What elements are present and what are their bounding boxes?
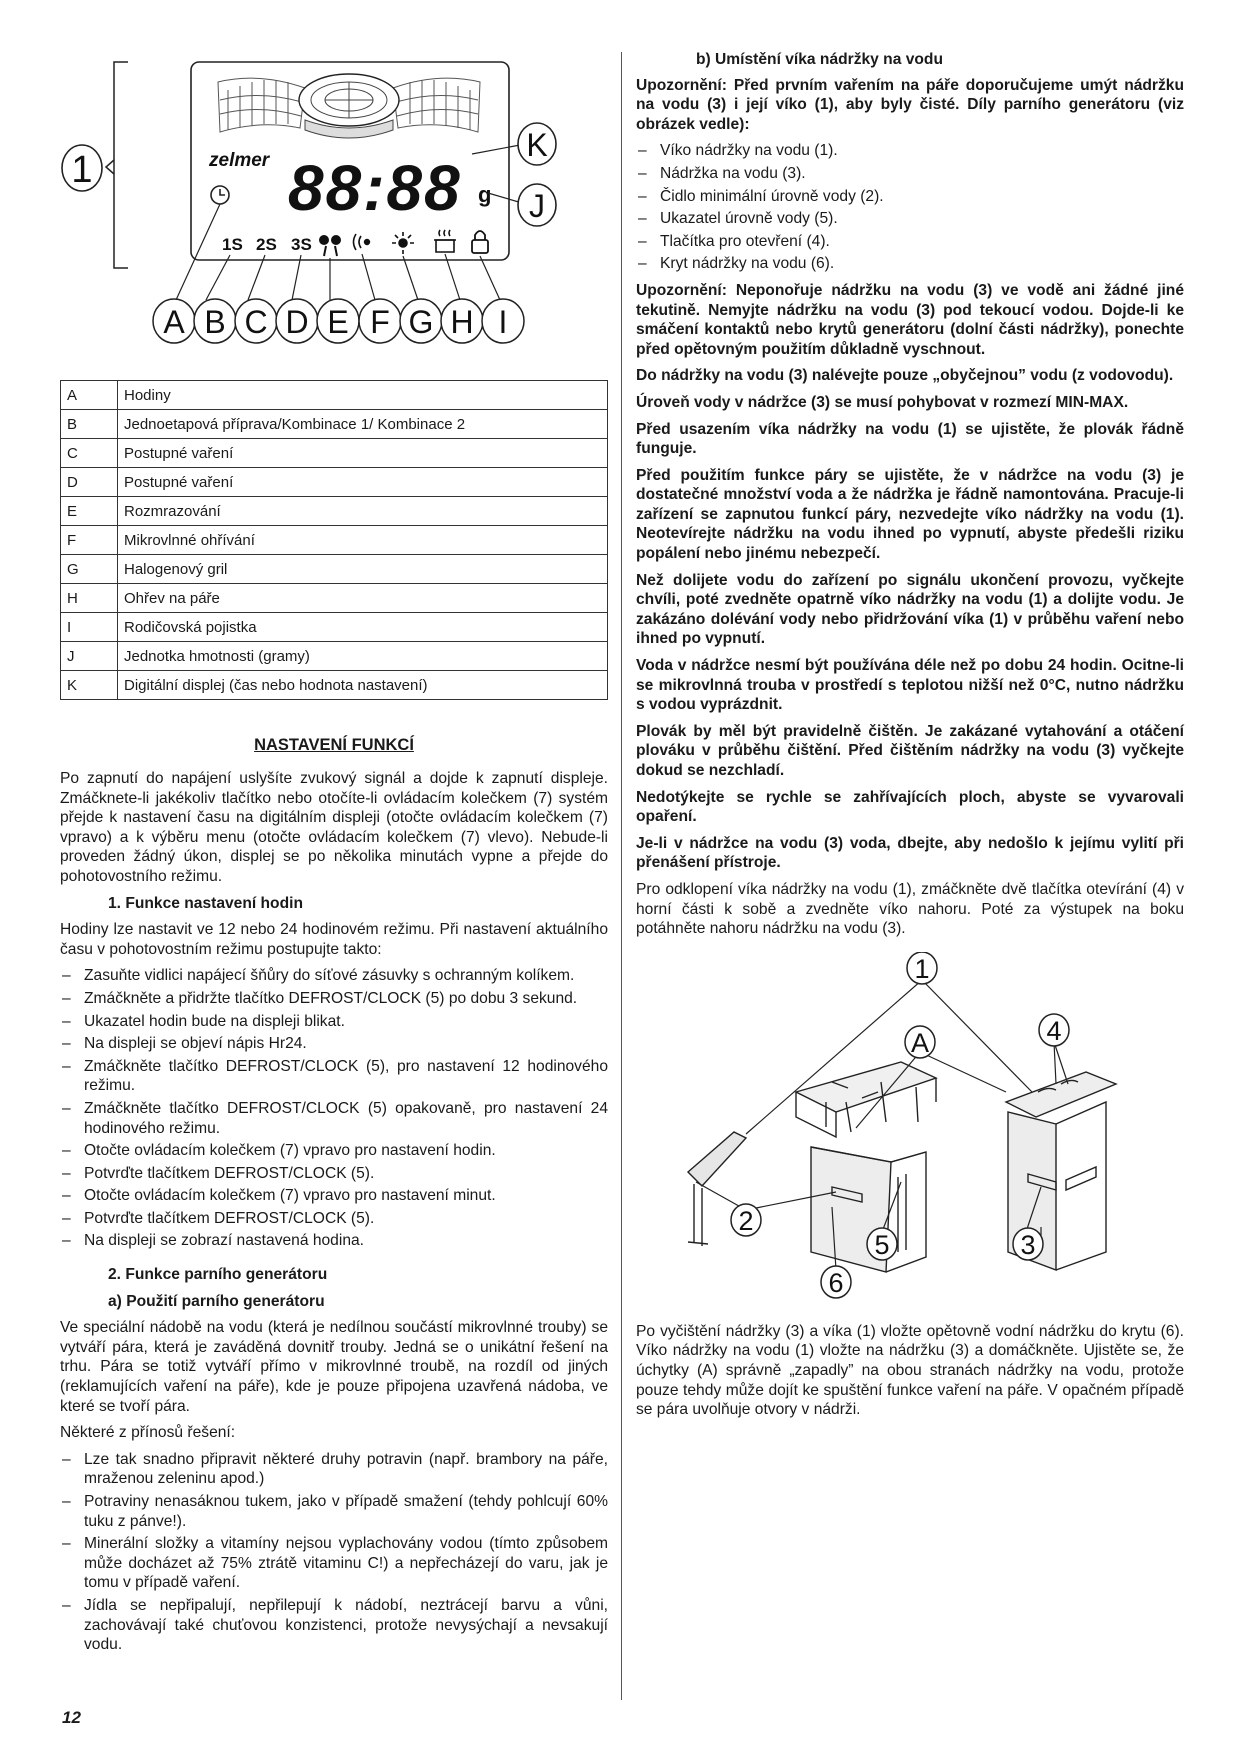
letter-g: G bbox=[408, 304, 434, 340]
benefits-title: Některé z přínosů řešení: bbox=[60, 1424, 236, 1442]
legend-label: Mikrovlnné ohřívání bbox=[118, 526, 608, 555]
lock-icon bbox=[472, 231, 488, 253]
letter-e: E bbox=[327, 304, 349, 340]
letter-b: B bbox=[204, 304, 226, 340]
intro-paragraph: Po zapnutí do napájení uslyšíte zvukový signál a dojde k zapnutí displeje. Zmáčknete-li jakékoliv tlačítko nebo otočíte-li ovládacím kolečkem (7) systém přejde k nastavení času na digitálním displeji (otočte ovládacím kolečkem (7) vpravo) a k výběru menu (otočte ovládacím kolečkem (7) vlevo). Nebude-li proveden žádný úkon, displej se po několika minutách vypne a přejde do pohotovostního režimu. bbox=[60, 770, 608, 885]
lcd-display-figure bbox=[60, 50, 608, 370]
legend-label: Postupné vaření bbox=[118, 439, 608, 468]
list-item: – Zasuňte vidlici napájecí šňůry do síťové zásuvky s ochranným kolíkem. bbox=[60, 966, 608, 986]
clock-steps-list bbox=[60, 966, 608, 1251]
list-item: – Zmáčkněte a přidržte tlačítko DEFROST/CLOCK (5) po dobu 3 sekund. bbox=[60, 989, 608, 1009]
list-item: – Zmáčkněte tlačítko DEFROST/CLOCK (5), pro nastavení 12 hodinového režimu. bbox=[60, 1057, 608, 1096]
section-2a-text: Ve speciální nádobě na vodu (která je nedílnou součástí mikrovlnné trouby) se vytváří pára, která je zaváděná dovnitř trouby. Jedná se o unikátní řešení na trhu. Pára se totiž vytváří přímo v mikrovlnné troubě, na rozdíl od jiných (reklamujících vaření na páře), kde je pouze připojena uzavřená nádoba, ve které se tvoří pára. bbox=[60, 1319, 608, 1415]
level-paragraph: Úroveň vody v nádržce (3) se musí pohybovat v rozmezí MIN-MAX. bbox=[636, 393, 1129, 411]
section-2a-title: a) Použití parního generátoru bbox=[108, 1292, 325, 1310]
legend-key: E bbox=[61, 497, 118, 526]
list-item: – Minerální složky a vitamíny nejsou vyplachovány vodou (tímto způsobem může docházet až 75% ztrátě vitaminu C!) a nepřecházejí do varu, jak je tomu v případě vaření. bbox=[60, 1534, 608, 1593]
pour-paragraph: Do nádržky na vodu (3) nalévejte pouze „obyčejnou” vodu (z vodovodu). bbox=[636, 367, 1174, 385]
legend-key: C bbox=[61, 439, 118, 468]
legend-label: Hodiny bbox=[118, 381, 608, 410]
legend-label: Rozmrazování bbox=[118, 497, 608, 526]
after-cleaning-paragraph: Po vyčištění nádržky (3) a víka (1) vložte opětovně vodní nádržku do krytu (6). Víko nádržky na vodu (1) vložte na nádržku (3) a domáčkněte. Ujistěte se, že úchytky (A) správně „zapadly” na obou stranách nádržky na vodu, protože pouze tehdy může dojít ke spuštění funkce vaření na páře. V opačném případě se pára uvolňuje otvory v nádrži. bbox=[636, 1322, 1184, 1419]
callout-k: K bbox=[526, 127, 548, 163]
list-item: – Na displeji se zobrazí nastavená hodina. bbox=[60, 1231, 608, 1251]
table-row bbox=[61, 642, 608, 671]
fig-label-1: 1 bbox=[914, 953, 930, 984]
section-heading: NASTAVENÍ FUNKCÍ bbox=[254, 736, 414, 754]
unit-g: g bbox=[478, 182, 492, 207]
legend-key: D bbox=[61, 468, 118, 497]
table-row bbox=[61, 439, 608, 468]
legend-key: K bbox=[61, 671, 118, 700]
list-item: – Otočte ovládacím kolečkem (7) vpravo pro nastavení minut. bbox=[60, 1186, 608, 1206]
right-column bbox=[636, 50, 1184, 1427]
list-item: – Potvrďte tlačítkem DEFROST/CLOCK (5). bbox=[60, 1164, 608, 1184]
list-item: – Víko nádržky na vodu (1). bbox=[636, 141, 1184, 161]
list-item: – Ukazatel hodin bude na displeji blikat. bbox=[60, 1012, 608, 1032]
spill-paragraph: Je-li v nádržce na vodu (3) voda, dbejte, aby nedošlo k jejímu vylití při přenášení přístroje. bbox=[636, 834, 1184, 872]
letter-c: C bbox=[244, 304, 268, 340]
table-row bbox=[61, 584, 608, 613]
page-number: 12 bbox=[62, 1708, 81, 1727]
table-row bbox=[61, 468, 608, 497]
fig-label-5: 5 bbox=[874, 1229, 890, 1260]
time-limit-paragraph: Voda v nádržce nesmí být používána déle než po dobu 24 hodin. Ocitne-li se mikrovlnná trouba v prostředí s teplotou nižší než 0°C, nutno nádržku s vodou vyprázdnit. bbox=[636, 657, 1184, 714]
table-row bbox=[61, 671, 608, 700]
fig-label-6: 6 bbox=[828, 1267, 844, 1298]
section-2-title: 2. Funkce parního generátoru bbox=[108, 1266, 328, 1284]
microwave-icon bbox=[354, 234, 370, 250]
segment-digits: 88:88 bbox=[288, 152, 462, 224]
list-item: – Nádržka na vodu (3). bbox=[636, 164, 1184, 184]
legend-label: Digitální displej (čas nebo hodnota nastavení) bbox=[118, 671, 608, 700]
fig-label-a: A bbox=[910, 1027, 930, 1058]
callout-j: J bbox=[529, 188, 545, 224]
list-item: – Na displeji se objeví nápis Hr24. bbox=[60, 1034, 608, 1054]
letter-a: A bbox=[163, 304, 185, 340]
letter-f: F bbox=[370, 304, 390, 340]
benefits-list bbox=[60, 1450, 608, 1655]
legend-key: I bbox=[61, 613, 118, 642]
list-item: – Čidlo minimální úrovně vody (2). bbox=[636, 187, 1184, 207]
table-row bbox=[61, 613, 608, 642]
letter-h: H bbox=[450, 304, 474, 340]
steam-icon bbox=[434, 230, 456, 252]
legend-key: F bbox=[61, 526, 118, 555]
refill-paragraph: Než dolijete vodu do zařízení po signálu ukončení provozu, vyčkejte chvíli, poté zvedněte opatrně víko nádržky na vodu (1) a dolijte vodu. Je zakázáno dolévání vody nebo přidržování víka (1) v průběhu vaření nebo ihned po vypnutí. bbox=[636, 571, 1184, 648]
list-item: – Kryt nádržky na vodu (6). bbox=[636, 254, 1184, 274]
fig-label-4: 4 bbox=[1046, 1015, 1062, 1046]
icon-3s: 3S bbox=[291, 235, 312, 254]
section-2b-title: b) Umístění víka nádržky na vodu bbox=[696, 51, 943, 68]
display-diagram bbox=[60, 50, 608, 380]
open-paragraph: Pro odklopení víka nádržky na vodu (1), zmáčkněte dvě tlačítka otevírání (4) v horní části k sobě a zvedněte víko nahoru. Poté za výstupek na boku potáhněte nahoru nádržku na vodu (3). bbox=[636, 880, 1184, 938]
letter-i: I bbox=[498, 304, 508, 340]
water-tank-figure bbox=[636, 952, 1184, 1307]
legend-label: Jednotka hmotnosti (gramy) bbox=[118, 642, 608, 671]
list-item: – Jídla se nepřipalují, nepřilepují k nádobí, neztrácejí barvu a vůni, zachovávají také chuťovou konzistenci, protože nevysýchají a nevsakují vodu. bbox=[60, 1596, 608, 1655]
fig-label-3: 3 bbox=[1020, 1229, 1036, 1260]
legend-label: Ohřev na páře bbox=[118, 584, 608, 613]
legend-label: Halogenový gril bbox=[118, 555, 608, 584]
legend-key: J bbox=[61, 642, 118, 671]
section-1-title: 1. Funkce nastavení hodin bbox=[108, 894, 303, 912]
table-row bbox=[61, 497, 608, 526]
table-row bbox=[61, 410, 608, 439]
warning-1: Upozornění: Před prvním vařením na páře doporučujeme umýt nádržku na vodu (3) i její víko (1), aby byly čisté. Díly parního generátoru (viz obrázek vedle): bbox=[636, 76, 1184, 133]
icon-1s: 1S bbox=[222, 235, 243, 254]
left-column bbox=[60, 50, 608, 1662]
legend-key: G bbox=[61, 555, 118, 584]
grill-icon bbox=[392, 232, 414, 254]
float-paragraph: Před usazením víka nádržky na vodu (1) se ujistěte, že plovák řádně funguje. bbox=[636, 420, 1184, 458]
fig-label-2: 2 bbox=[738, 1205, 754, 1236]
list-item: – Ukazatel úrovně vody (5). bbox=[636, 209, 1184, 229]
legend-label: Jednoetapová příprava/Kombinace 1/ Kombinace 2 bbox=[118, 410, 608, 439]
icon-2s: 2S bbox=[256, 235, 277, 254]
legend-key: H bbox=[61, 584, 118, 613]
list-item: – Lze tak snadno připravit některé druhy potravin (např. brambory na páře, mraženou zeleninu apod.) bbox=[60, 1450, 608, 1489]
column-divider bbox=[621, 52, 622, 1700]
table-row bbox=[61, 526, 608, 555]
table-row bbox=[61, 381, 608, 410]
section-1-text: Hodiny lze nastavit ve 12 nebo 24 hodinovém režimu. Při nastavení aktuálního času v pohotovostním režimu postupujte takto: bbox=[60, 921, 608, 958]
defrost-icon bbox=[319, 235, 341, 256]
list-item: – Potraviny nenasáknou tukem, jako v případě smažení (tehdy pohlcují 60% tuku z pánve!). bbox=[60, 1492, 608, 1531]
brand-logo: zelmer bbox=[209, 150, 270, 171]
warning-2: Upozornění: Neponořuje nádržku na vodu (3) ve vodě ani žádné jiné tekutině. Nemyjte nádržku na vodu (3) pod tekoucí vodou. Dojde-li ke smáčení kontaktů nebo krytů generátoru (dolní části nádržky), ponechte před opětovným použitím důkladně vyschnout. bbox=[636, 281, 1184, 358]
cleaning-paragraph: Plovák by měl být pravidelně čištěn. Je zakázané vytahování a otáčení plováku v průběhu čištění. Před čištěním nádržky na vodu (3) vyčkejte dokud se nezchladí. bbox=[636, 722, 1184, 779]
list-item: – Potvrďte tlačítkem DEFROST/CLOCK (5). bbox=[60, 1209, 608, 1229]
legend-label: Rodičovská pojistka bbox=[118, 613, 608, 642]
touch-paragraph: Nedotýkejte se rychle se zahřívajících ploch, abyste se vyvarovali opaření. bbox=[636, 788, 1184, 826]
steam-paragraph: Před použitím funkce páry se ujistěte, že v nádržce na vodu (3) je dostatečné množství voda a že nádržka je řádně namontována. Pracuje-li zařízení se zapnutou funkcí páry, nezvedejte víko nádržky na vodu (1). Neotevírejte nádržku na vodu ihned po vypnutí, abyste předešli riziku popálení nebo jinému nebezpečí. bbox=[636, 466, 1184, 563]
table-row bbox=[61, 555, 608, 584]
legend-key: B bbox=[61, 410, 118, 439]
list-item: – Otočte ovládacím kolečkem (7) vpravo pro nastavení hodin. bbox=[60, 1141, 608, 1161]
legend-table bbox=[60, 380, 608, 700]
letter-d: D bbox=[285, 304, 309, 340]
parts-list bbox=[636, 141, 1184, 274]
list-item: – Tlačítka pro otevření (4). bbox=[636, 232, 1184, 252]
callout-1: 1 bbox=[71, 149, 93, 191]
list-item: – Zmáčkněte tlačítko DEFROST/CLOCK (5) opakovaně, pro nastavení 24 hodinového režimu. bbox=[60, 1099, 608, 1138]
legend-label: Postupné vaření bbox=[118, 468, 608, 497]
legend-key: A bbox=[61, 381, 118, 410]
